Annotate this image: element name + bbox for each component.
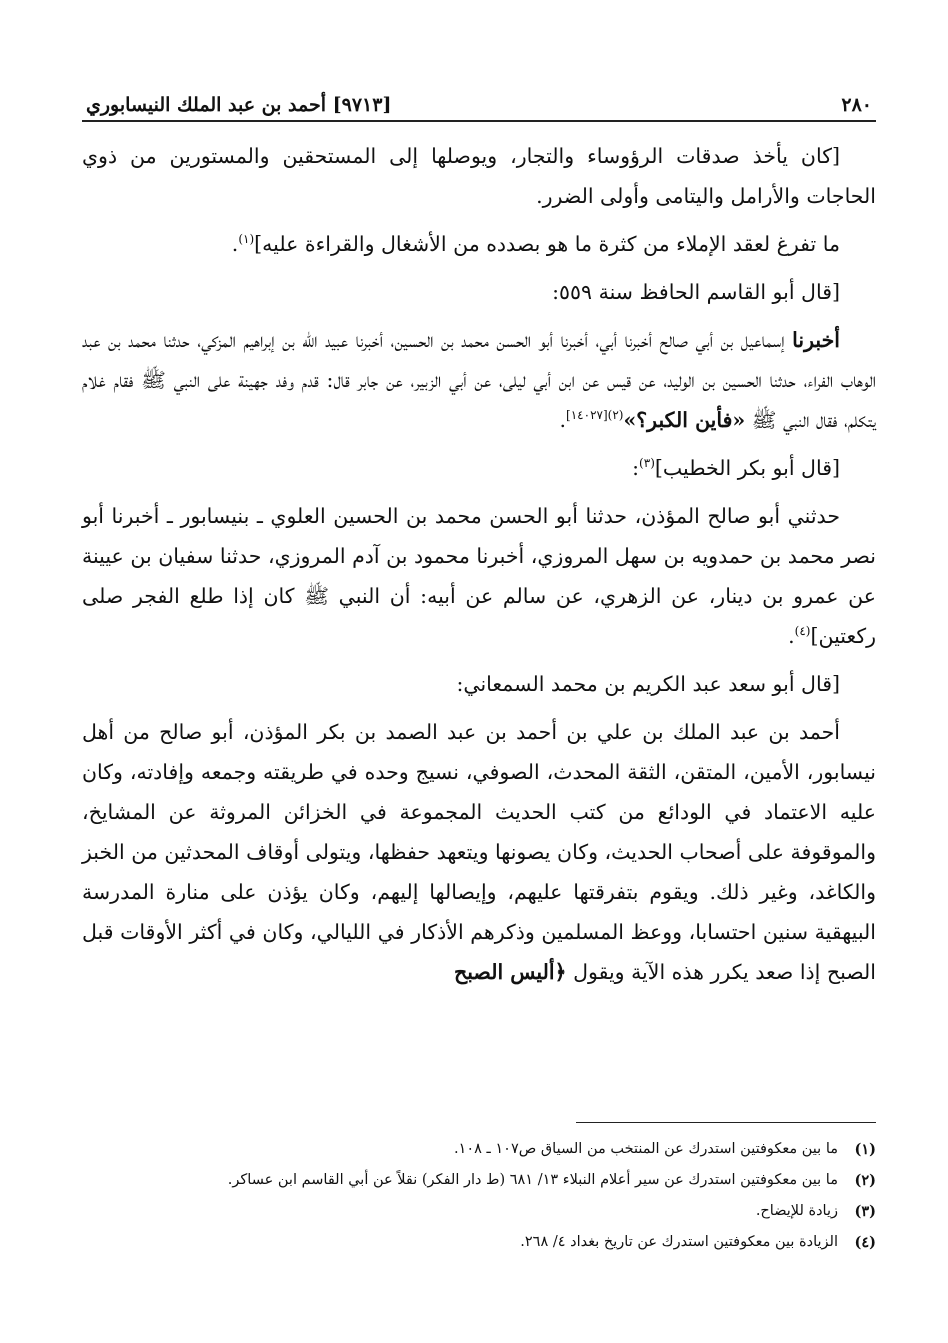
footnote-ref-4[interactable]: (٤) bbox=[794, 624, 811, 639]
paragraph-6-text: حدثني أبو صالح المؤذن، حدثنا أبو الحسن محمد بن الحسين العلوي ـ بنيسابور ـ أخبرنا أبو نصر محمد بن حمدويه بن سهل المروزي، أخبرنا محمود بن آدم المروزي، حدثنا سفيان بن عيينة عن عمرو بن دينار، عن الزهري، عن سالم عن أبيه: أن النبي ﷺ كان إذا طلع الفجر صلى ركعتين] bbox=[82, 504, 876, 648]
footnote-item bbox=[82, 1227, 876, 1258]
footnotes bbox=[82, 1134, 876, 1258]
footnote-number: (١) bbox=[854, 1141, 876, 1158]
page-number: ٢٨٠ bbox=[841, 94, 872, 116]
main-text bbox=[82, 136, 876, 992]
footnote-number: (٢) bbox=[854, 1172, 876, 1189]
footnote-ref-1[interactable]: (١) bbox=[238, 232, 255, 247]
paragraph-6 bbox=[82, 496, 876, 656]
footnote-item bbox=[82, 1134, 876, 1165]
hadith-quote: «فأين الكبر؟» bbox=[623, 408, 746, 432]
paragraph-5-text: [قال أبو بكر الخطيب] bbox=[654, 456, 840, 480]
footnote-text: زيادة للإيضاح. bbox=[755, 1203, 838, 1219]
footnote-text: ما بين معكوفتين استدرك عن المنتخب من السياق ص١٠٧ ـ ١٠٨. bbox=[453, 1141, 838, 1157]
paragraph-7-text: [قال أبو سعد عبد الكريم بن محمد السمعاني: bbox=[456, 672, 840, 696]
paragraph-3-text: [قال أبو القاسم الحافظ سنة ٥٥٩: bbox=[552, 280, 840, 304]
paragraph-2-text: ما تفرغ لعقد الإملاء من كثرة ما هو بصدده من الأشغال والقراءة عليه] bbox=[254, 232, 840, 256]
footnote-item bbox=[82, 1165, 876, 1196]
paragraph-4-text: إسماعيل بن أبي صالح أخبرنا أبي، أخبرنا أبو الحسن محمد بن الحسين، أخبرنا عبيد الله بن إبراهيم المزكي، حدثنا محمد بن عبد الوهاب الفراء، حدثنا الحسين بن الوليد، عن قيس عن ابن أبي ليلى، عن أبي الزبير، عن جابر قال: قدم وفد جهينة على النبي ﷺ فقام غلام يتكلم، فقال النبي ﷺ bbox=[82, 328, 876, 432]
paragraph-4-end: . bbox=[559, 408, 567, 432]
footnote-ref-2[interactable]: (٢)[١٤٠٢٧] bbox=[566, 408, 624, 423]
paragraph-4-lead: أخبرنا bbox=[792, 328, 840, 352]
footnote-text: الزيادة بين معكوفتين استدرك عن تاريخ بغداد ٤/ ٢٦٨. bbox=[520, 1234, 838, 1250]
footnote-number: (٣) bbox=[854, 1203, 876, 1220]
footnote-item bbox=[82, 1196, 876, 1227]
paragraph-1 bbox=[82, 136, 876, 216]
running-title: [٩٧١٣] أحمد بن عبد الملك النيسابوري bbox=[86, 94, 392, 116]
paragraph-5 bbox=[82, 448, 876, 488]
paragraph-3 bbox=[82, 272, 876, 312]
paragraph-6-end: . bbox=[788, 624, 795, 648]
paragraph-8-text: أحمد بن عبد الملك بن علي بن أحمد بن عبد الصمد بن بكر المؤذن، أبو صالح من أهل نيسابور، الأمين، المتقن، الثقة المحدث، الصوفي، نسيج وحده في طريقته وجمعه وإفادته، وكان عليه الاعتماد في الودائع من كتب الحديث المجموعة في الخزائن المروثة عن المشايخ، والموقوفة على أصحاب الحديث، وكان يصونها ويتعهد حفظها، ويتولى أوقاف المحدثين من الخبز والكاغد، وغير ذلك. ويقوم بتفرقتها عليهم، وإيصالها إليهم، وكان يؤذن على منارة المدرسة البيهقية سنين احتسابا، ووعظ المسلمين وذكرهم الأذكار في الليالي، وكان في أكثر الأوقات قبل الصبح إذا صعد يكرر هذه الآية ويقول bbox=[82, 720, 876, 984]
paragraph-8 bbox=[82, 712, 876, 992]
paragraph-4 bbox=[82, 320, 876, 440]
footnote-ref-3[interactable]: (٣) bbox=[639, 456, 655, 471]
paragraph-7 bbox=[82, 664, 876, 704]
paragraph-2 bbox=[82, 224, 876, 264]
footnote-text: ما بين معكوفتين استدرك عن سير أعلام النبلاء ١٣/ ٦٨١ (ط دار الفكر) نقلاً عن أبي القاسم ابن عساكر. bbox=[227, 1172, 838, 1188]
quran-quote: ﴿أليس الصبح bbox=[454, 960, 567, 984]
footnote-number: (٤) bbox=[854, 1234, 876, 1251]
paragraph-1-text: [كان يأخذ صدقات الرؤوساء والتجار، ويوصلها إلى المستحقين والمستورين من ذوي الحاجات والأرامل واليتامى وأولى الضرر. bbox=[82, 144, 876, 208]
paragraph-5-end: : bbox=[632, 456, 640, 480]
footnote-separator bbox=[576, 1122, 876, 1123]
page-header bbox=[82, 80, 876, 122]
paragraph-2-end: . bbox=[231, 232, 239, 256]
